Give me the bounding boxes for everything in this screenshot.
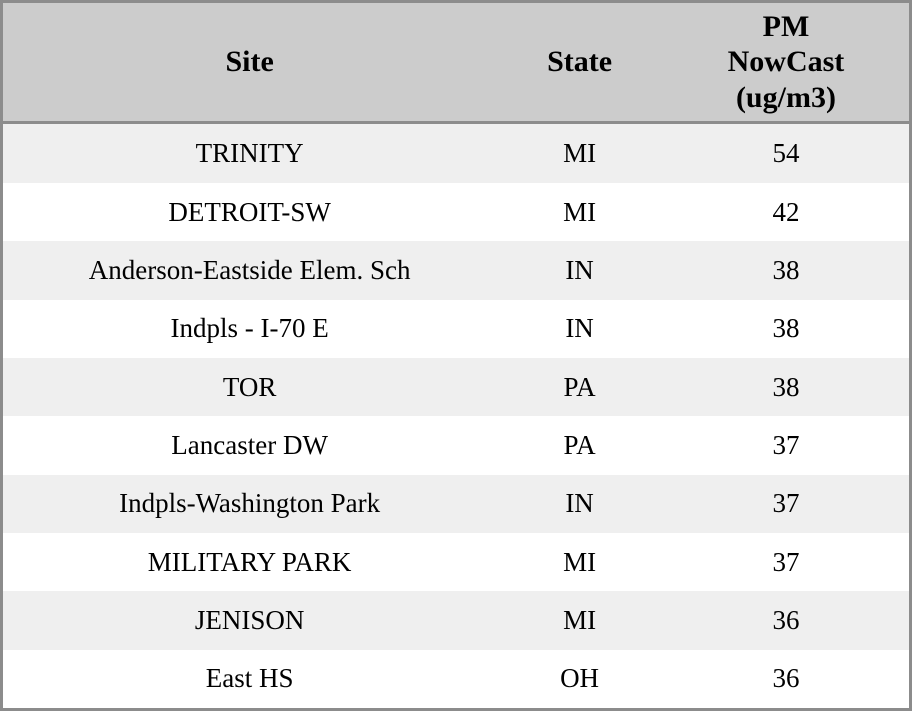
column-header-pm-nowcast-line3: (ug/m3) — [735, 80, 836, 114]
cell-site: JENISON — [3, 591, 496, 649]
table-row — [3, 123, 909, 183]
cell-pm-nowcast: 37 — [663, 416, 909, 474]
table-header-row — [3, 3, 909, 123]
table-row — [3, 591, 909, 649]
table-row — [3, 650, 909, 708]
cell-site: Lancaster DW — [3, 416, 496, 474]
cell-state: MI — [496, 591, 663, 649]
cell-state: PA — [496, 416, 663, 474]
cell-pm-nowcast: 42 — [663, 183, 909, 241]
table-row — [3, 241, 909, 299]
cell-site: TRINITY — [3, 123, 496, 183]
column-header-pm-nowcast-line2: NowCast — [727, 45, 845, 79]
cell-pm-nowcast: 36 — [663, 650, 909, 708]
cell-site: TOR — [3, 358, 496, 416]
cell-state: OH — [496, 650, 663, 708]
cell-pm-nowcast: 38 — [663, 300, 909, 358]
column-header-pm-nowcast-line1: PM — [762, 10, 810, 43]
cell-state: IN — [496, 300, 663, 358]
column-header-pm-nowcast — [663, 3, 909, 123]
cell-site: DETROIT-SW — [3, 183, 496, 241]
cell-state: PA — [496, 358, 663, 416]
cell-pm-nowcast: 36 — [663, 591, 909, 649]
cell-state: MI — [496, 123, 663, 183]
table-row — [3, 416, 909, 474]
cell-state: MI — [496, 183, 663, 241]
cell-state: MI — [496, 533, 663, 591]
column-header-state — [496, 3, 663, 123]
table-row — [3, 533, 909, 591]
cell-pm-nowcast: 54 — [663, 123, 909, 183]
column-header-state-label: State — [547, 45, 613, 79]
cell-pm-nowcast: 37 — [663, 475, 909, 533]
table-row — [3, 300, 909, 358]
cell-pm-nowcast: 38 — [663, 358, 909, 416]
cell-site: East HS — [3, 650, 496, 708]
table-row — [3, 475, 909, 533]
cell-site: MILITARY PARK — [3, 533, 496, 591]
table-body — [3, 123, 909, 708]
pm-nowcast-table — [3, 3, 909, 708]
cell-pm-nowcast: 38 — [663, 241, 909, 299]
table-row — [3, 183, 909, 241]
cell-state: IN — [496, 475, 663, 533]
cell-site: Indpls-Washington Park — [3, 475, 496, 533]
column-header-site-label: Site — [225, 45, 274, 79]
cell-site: Anderson-Eastside Elem. Sch — [3, 241, 496, 299]
cell-state: IN — [496, 241, 663, 299]
table-header — [3, 3, 909, 123]
column-header-site — [3, 3, 496, 123]
cell-site: Indpls - I-70 E — [3, 300, 496, 358]
table-row — [3, 358, 909, 416]
cell-pm-nowcast: 37 — [663, 533, 909, 591]
